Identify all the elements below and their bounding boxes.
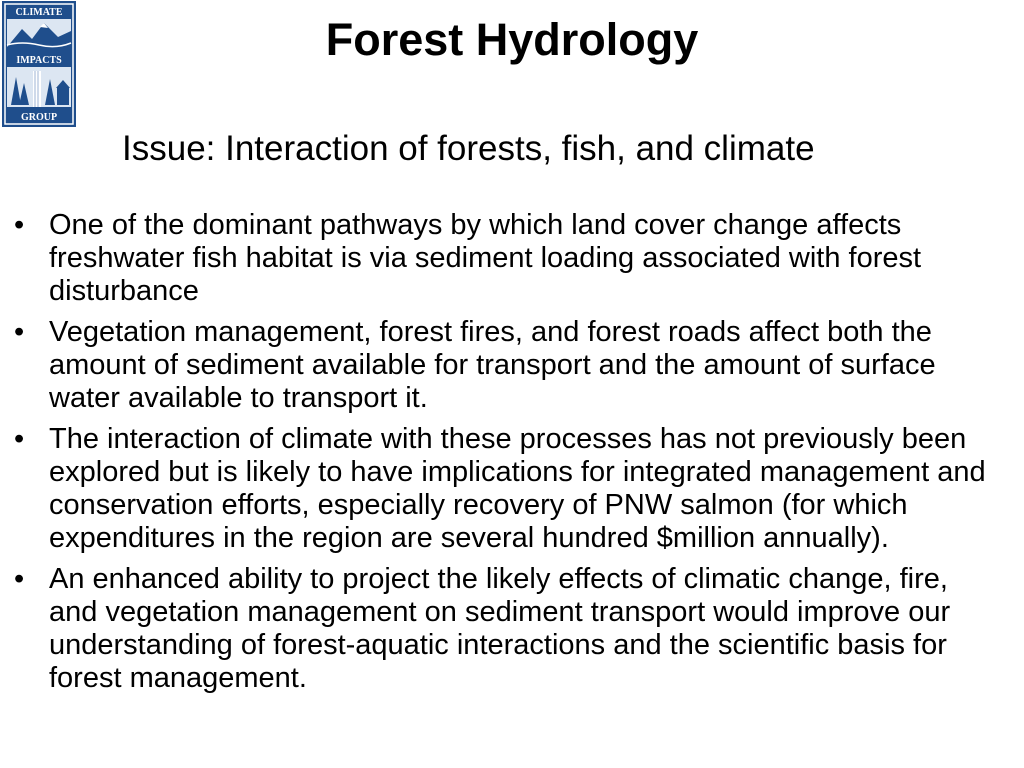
logo-text-impacts: IMPACTS xyxy=(16,55,62,66)
bullet-list xyxy=(0,209,1000,703)
bullet-item xyxy=(0,209,1000,308)
bullet-text: One of the dominant pathways by which land cover change affects freshwater fish habitat is via sediment loading associated with forest disturbance xyxy=(49,209,922,307)
bullet-item xyxy=(0,423,1000,555)
bullet-item xyxy=(0,563,1000,695)
bullet-marker: • xyxy=(14,563,25,595)
logo-text-group: GROUP xyxy=(20,112,58,123)
bullet-marker: • xyxy=(14,209,25,241)
slide-subtitle: Issue: Interaction of forests, fish, and climate xyxy=(122,129,815,168)
bullet-marker: • xyxy=(14,316,25,348)
logo-text-climate: CLIMATE xyxy=(15,7,63,18)
bullet-item xyxy=(0,316,1000,415)
bullet-text: Vegetation management, forest fires, and forest roads affect both the amount of sediment available for transport and the amount of surface water available to transport it. xyxy=(49,316,936,414)
bullet-marker: • xyxy=(14,423,25,455)
slide-title: Forest Hydrology xyxy=(325,14,699,65)
bullet-text: The interaction of climate with these processes has not previously been explored but is likely to have implications for integrated management and conservation efforts, especially recovery of PNW salmon (for which expenditures in the region are several hundred $million annually). xyxy=(49,423,986,554)
bullet-text: An enhanced ability to project the likely effects of climatic change, fire, and vegetation management on sediment transport would improve our understanding of forest-aquatic interactions and the scientific basis for forest management. xyxy=(49,563,951,694)
